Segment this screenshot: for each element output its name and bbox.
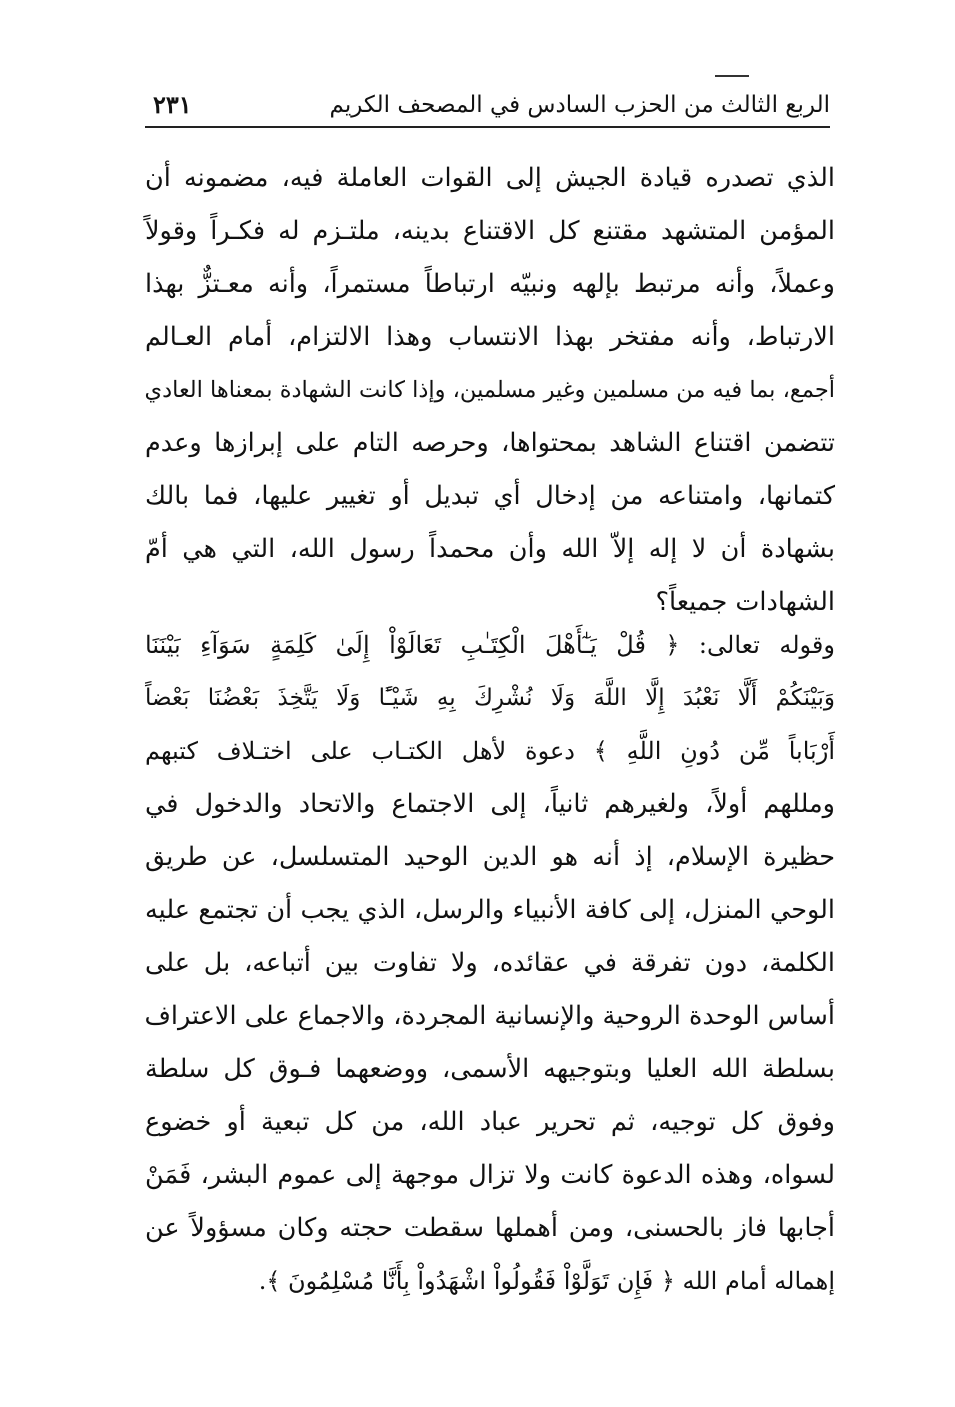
text-line: ومللهم أولاً، ولغيرهم ثانياً، إلى الاجتماع والاتحاد والدخول في	[145, 789, 835, 819]
text-line: كتمانها، وامتناعه من إدخال أي تبديل أو تغيير عليها، فما بالك	[145, 481, 835, 511]
top-mark-line	[715, 75, 749, 77]
text-line: لسواه، وهذه الدعوة كانت ولا تزال موجهة إلى عموم البشر، فَمَنْ	[145, 1160, 835, 1190]
text-line: الكلمة، دون تفرقة في عقائده، ولا تفاوت بين أتباعه، بل على	[145, 948, 835, 978]
text-line: أساس الوحدة الروحية والإنسانية المجردة، والاجماع على الاعتراف	[144, 1001, 835, 1031]
text-line-quran: وَبَيْنَكُمْ أَلَّا نَعْبُدَ إِلَّا اللَّهَ وَلَا نُشْرِكَ بِهِ شَيْـًٔا وَلَا يَتَّخِذَ بَعْضُنَا بَعْضاً	[145, 685, 835, 711]
text-line: أجمع، بما فيه من مسلمين وغير مسلمين، وإذا كانت الشهادة بمعناها العادي	[144, 377, 835, 403]
text-line: أجابها فاز بالحسنى، ومن أهملها سقطت حجته وكان مسؤولاً عن	[145, 1213, 835, 1243]
paragraph-2	[145, 619, 835, 1308]
header-rule	[145, 126, 830, 128]
text-line: الذي تصدره قيادة الجيش إلى القوات العاملة فيه، مضمونه أن	[145, 163, 835, 193]
text-line-quran: وقوله تعالى: ﴿ قُلْ يَـٰٓأَهْلَ الْكِتَـٰبِ تَعَالَوْاْ إِلَىٰ كَلِمَةٍ سَوَآءِ بَيْنَنَا	[145, 631, 835, 659]
text-line: تتضمن اقتناع الشاهد بمحتواها، وحرصه التام على إبرازها وعدم	[145, 428, 835, 458]
page-number: ٢٣١	[153, 90, 192, 119]
text-line: المؤمن المتشهد مقتنع كل الاقتناع بدينه، ملتـزم له فكـراً وقولاً	[145, 216, 835, 246]
running-header	[145, 88, 830, 126]
text-line: وعملاً، وأنه مرتبط بإلهه ونبيّه ارتباطاً مستمراً، وأنه معـتزٌّ بهذا	[145, 269, 835, 299]
text-line: حظيرة الإسلام، إذ أنه هو الدين الوحيد المتسلسل، عن طريق	[145, 842, 835, 872]
text-line: الوحي المنزل، إلى كافة الأنبياء والرسل، الذي يجب أن تجتمع عليه	[145, 895, 835, 925]
text-line: بسلطة الله العليا وبتوجيهه الأسمى، ووضعهما فـوق كل سلطة	[145, 1054, 835, 1084]
text-line: أَرْبَاباً مِّن دُونِ اللَّهِ ﴾ دعوة لأهل الكتـاب على اختـلاف كتبهم	[145, 737, 835, 765]
paragraph-1	[145, 152, 835, 629]
running-title: الربع الثالث من الحزب السادس في المصحف الكريم	[329, 92, 830, 118]
text-line: وفوق كل توجيه، ثم تحرير عباد الله، من كل تبعية أو خضوع	[145, 1107, 835, 1137]
text-line: الارتباط، وأنه مفتخر بهذا الانتساب وهذا الالتزام، أمام العـالم	[145, 322, 835, 352]
text-line-quran: إهماله أمام الله ﴿ فَإِن تَوَلَّوْاْ فَقُولُواْ اشْهَدُواْ بِأَنَّا مُسْلِمُونَ ﴾.	[258, 1267, 835, 1295]
text-line: بشهادة أن لا إله إلاّ الله وأن محمداً رسول الله، التي هي أمّ	[145, 534, 835, 564]
text-line: الشهادات جميعاً؟	[655, 587, 835, 617]
